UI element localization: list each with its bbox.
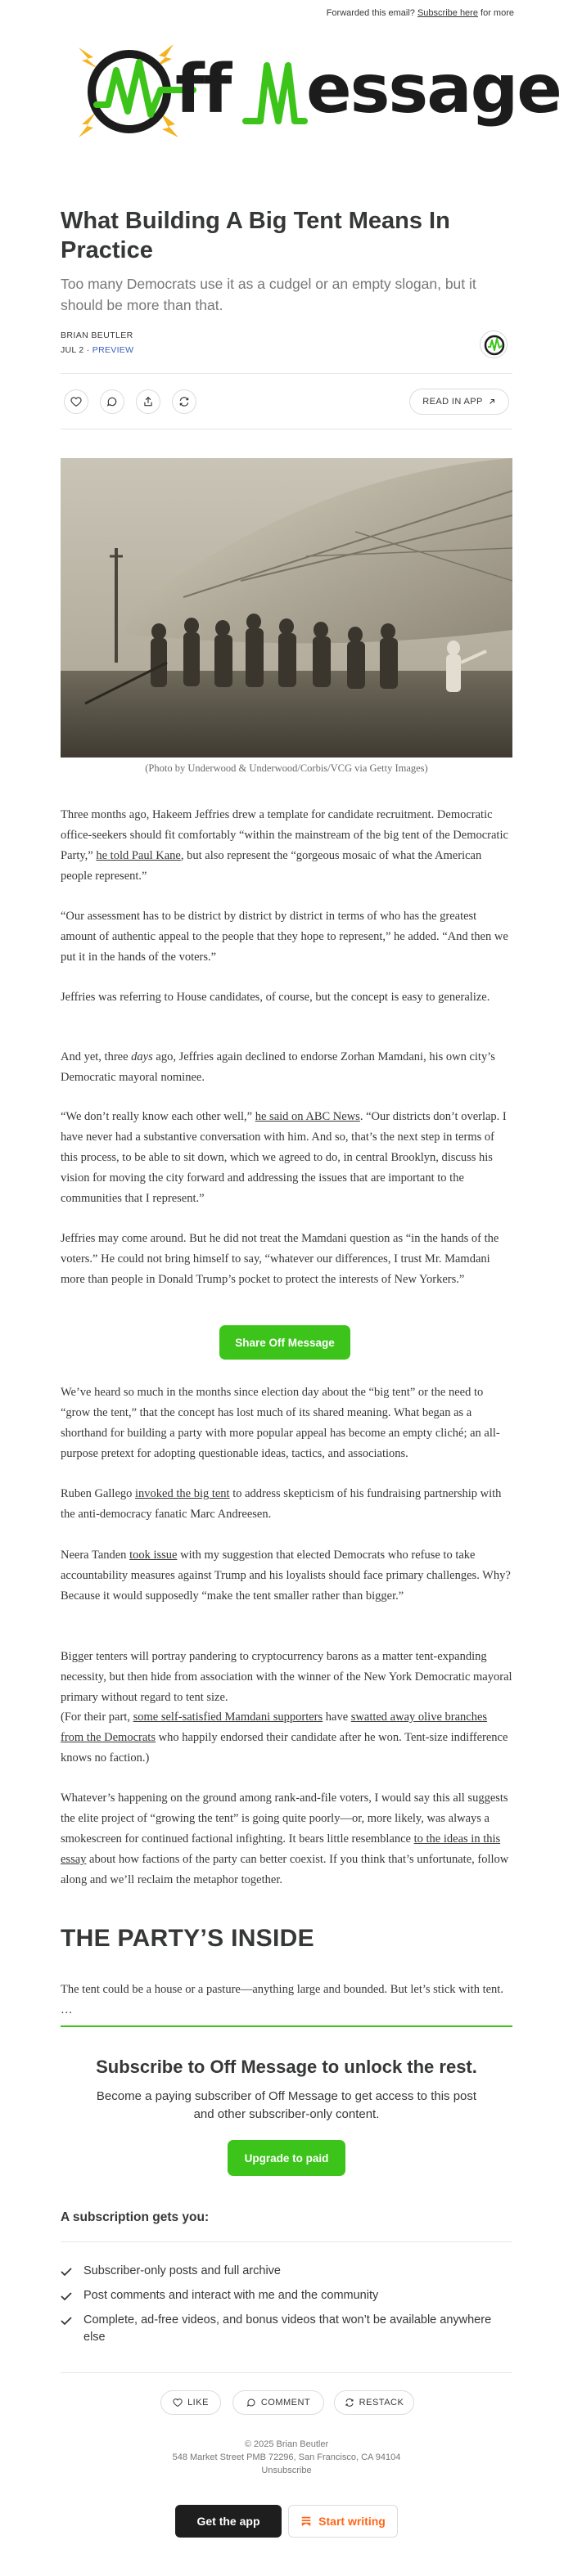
paragraph-1: Three months ago, Hakeem Jeffries drew a template for candidate recruitment. Democratic office-seekers should fit comfortably “within the mainstream of the big tent of the Democratic Party,” he told Paul Kane, but also represent the “gorgeous mosaic of what the American people represent.” [61, 808, 508, 883]
paragraph-7: We’ve heard so much in the months since election day about the “big tent” or the need to “grow the tent,” that the concept has lost much of its shared meaning. What began as a shorthand for building a party with more popular appeal has become an empty cliché; an all-purpose pretext for adopting questionable ideas, tactics, and associations. [61, 1386, 500, 1460]
upgrade-to-paid-button[interactable]: Upgrade to paid [228, 2140, 345, 2176]
paragraph-9: Neera Tanden took issue with my suggestion that elected Democrats who refuse to take accountability measures against Trump and his loyalists should face primary challenges. Why? Because it would supposedly “make the tent smaller rather than bigger.” [61, 1549, 511, 1603]
mailing-address: 548 Market Street PMB 72296, San Francisco, CA 94104 [172, 2452, 401, 2462]
comment-button[interactable] [100, 389, 124, 414]
substack-icon [300, 2515, 312, 2527]
comment-icon [106, 396, 118, 407]
preview-label: PREVIEW [92, 345, 134, 355]
divider-top [61, 373, 512, 374]
share-button[interactable] [136, 389, 160, 414]
subscription-benefits-heading: A subscription gets you: [61, 2210, 210, 2224]
restack-button[interactable] [172, 389, 196, 414]
post-header [61, 206, 512, 265]
paywall-subtitle: Become a paying subscriber of Off Message to get access to this post and other subscriber-only content. [96, 2089, 477, 2121]
tanden-link[interactable]: took issue [129, 1549, 178, 1562]
forward-prefix: Forwarded this email? [326, 8, 415, 18]
read-in-app-button[interactable] [409, 389, 509, 415]
copyright: © 2025 Brian Beutler [244, 2439, 329, 2449]
paragraph-10: Bigger tenters will portray pandering to cryptocurrency barons as a matter tent-expanding necessity, but then hide from association with the winner of the New York Democratic mayoral primary without regard to tent size. [61, 1650, 512, 1704]
check-icon [61, 2312, 72, 2329]
heart-icon [70, 396, 82, 407]
section-heading: THE PARTY’S INSIDE [61, 1925, 314, 1952]
logo-text-ff: ff [175, 51, 231, 128]
share-off-message-button[interactable]: Share Off Message [219, 1325, 350, 1360]
bolt-bottom-left-icon [79, 111, 97, 137]
unsubscribe-link[interactable]: Unsubscribe [261, 2466, 312, 2475]
footer-comment-button[interactable]: COMMENT [232, 2390, 324, 2415]
author-name[interactable]: BRIAN BEUTLER [61, 330, 133, 340]
post-subtitle: Too many Democrats use it as a cudgel or an empty slogan, but it should be more than that. [61, 276, 476, 313]
benefits-divider [61, 2241, 512, 2242]
gallego-link[interactable]: invoked the big tent [135, 1487, 230, 1500]
author-avatar[interactable] [480, 330, 508, 358]
forward-note [327, 8, 514, 18]
subscribe-here-link[interactable]: Subscribe here [417, 8, 478, 18]
bolt-top-left-icon [79, 47, 98, 69]
date-separator: · [83, 345, 92, 355]
paragraph-12: Whatever’s happening on the ground among rank-and-file voters, I would say this all suggests the elite project of “growing the tent” is going quite poorly—or, more likely, was always a smokescreen for continued factional infighting. It bears little resemblance to the ideas in this essay about how factions of the party can better coexist. If you think that’s unfortunate, follow along and we’ll reclaim the metaphor together. [61, 1792, 509, 1886]
restack-icon [178, 396, 190, 407]
check-icon [61, 2287, 72, 2304]
paywall-divider [61, 2025, 512, 2027]
restack-icon [345, 2398, 354, 2407]
forward-suffix: for more [481, 8, 514, 18]
heart-icon [173, 2398, 183, 2407]
paragraph-6: Jeffries may come around. But he did not treat the Mamdani question as “in the hands of the voters.” He could not bring himself to say, “whatever our differences, I trust Mr. Mamdani more than people in Donald Trump’s pocket to protect the interests of New Yorkers.” [61, 1232, 499, 1286]
off-message-logo[interactable] [0, 33, 573, 155]
image-caption: (Photo by Underwood & Underwood/Corbis/VCG via Getty Images) [145, 762, 428, 774]
paragraph-8: Ruben Gallego invoked the big tent to address skepticism of his fundraising partnership with the anti-democracy fanatic Marc Andreesen. [61, 1487, 502, 1521]
get-the-app-button[interactable]: Get the app [175, 2505, 282, 2538]
read-in-app-label: READ IN APP [422, 397, 483, 407]
tent-raising-photo [61, 458, 512, 758]
like-button[interactable] [64, 389, 88, 414]
mamdani-supporters-link[interactable]: some self-satisfied Mamdani supporters [133, 1711, 323, 1724]
footer-divider [61, 2372, 512, 2373]
post-title[interactable]: What Building A Big Tent Means In Practice [61, 208, 450, 263]
paragraph-4: And yet, three days ago, Jeffries again declined to endorse Zorhan Mamdani, his own city’s Democratic mayoral nominee. [61, 1050, 495, 1084]
paragraph-3: Jeffries was referring to House candidates, of course, but the concept is easy to generalize. [61, 991, 490, 1004]
share-icon [142, 396, 154, 407]
avatar-logo-icon [481, 331, 508, 359]
footer-like-button[interactable]: LIKE [160, 2390, 221, 2415]
paragraph-13: The tent could be a house or a pasture—anything large and bounded. But let’s stick with tent. … [61, 1983, 503, 2016]
logo-m-heartbeat [246, 65, 305, 121]
unsubscribe-wrap [0, 2466, 573, 2475]
hero-image[interactable] [61, 458, 512, 758]
comment-icon [246, 2398, 256, 2407]
start-writing-button[interactable]: Start writing [288, 2505, 398, 2538]
paragraph-5: “We don’t really know each other well,” he said on ABC News. “Our districts don’t overlap. I have never had a substantive conversation with him. And so, that’s the next step in terms of this process, to be able to sit down, which we agreed to do, in central Brooklyn, discuss his vision for moving the city forward and addressing the issues that are important to the communities that I represent.” [61, 1110, 507, 1205]
arrow-up-right-icon [488, 398, 496, 406]
footer-restack-button[interactable]: RESTACK [334, 2390, 414, 2415]
olive-branches-link[interactable]: swatted away olive branches from the Democrats [61, 1711, 488, 1744]
post-date-line [61, 345, 512, 355]
paragraph-2: “Our assessment has to be district by district by district in terms of who has the greatest amount of authentic appeal to the people that they hope to represent,” he added. “And then we put it in the hands of the voters.” [61, 910, 508, 964]
essay-link[interactable]: to the ideas in this essay [61, 1832, 501, 1866]
logo-text-essage: essage [306, 51, 561, 128]
paywall-title: Subscribe to Off Message to unlock the rest. [96, 2057, 477, 2077]
paul-kane-link[interactable]: he told Paul Kane [96, 849, 181, 862]
abc-news-link[interactable]: he said on ABC News [255, 1110, 360, 1123]
paragraph-11: (For their part, some self-satisfied Mamdani supporters have swatted away olive branches from the Democrats who happily endorsed their candidate after he won. Tent-size indifference knows no faction.) [61, 1711, 508, 1765]
post-subtitle-wrap [61, 273, 512, 316]
post-date: JUL 2 [61, 345, 84, 355]
check-icon [61, 2263, 72, 2280]
